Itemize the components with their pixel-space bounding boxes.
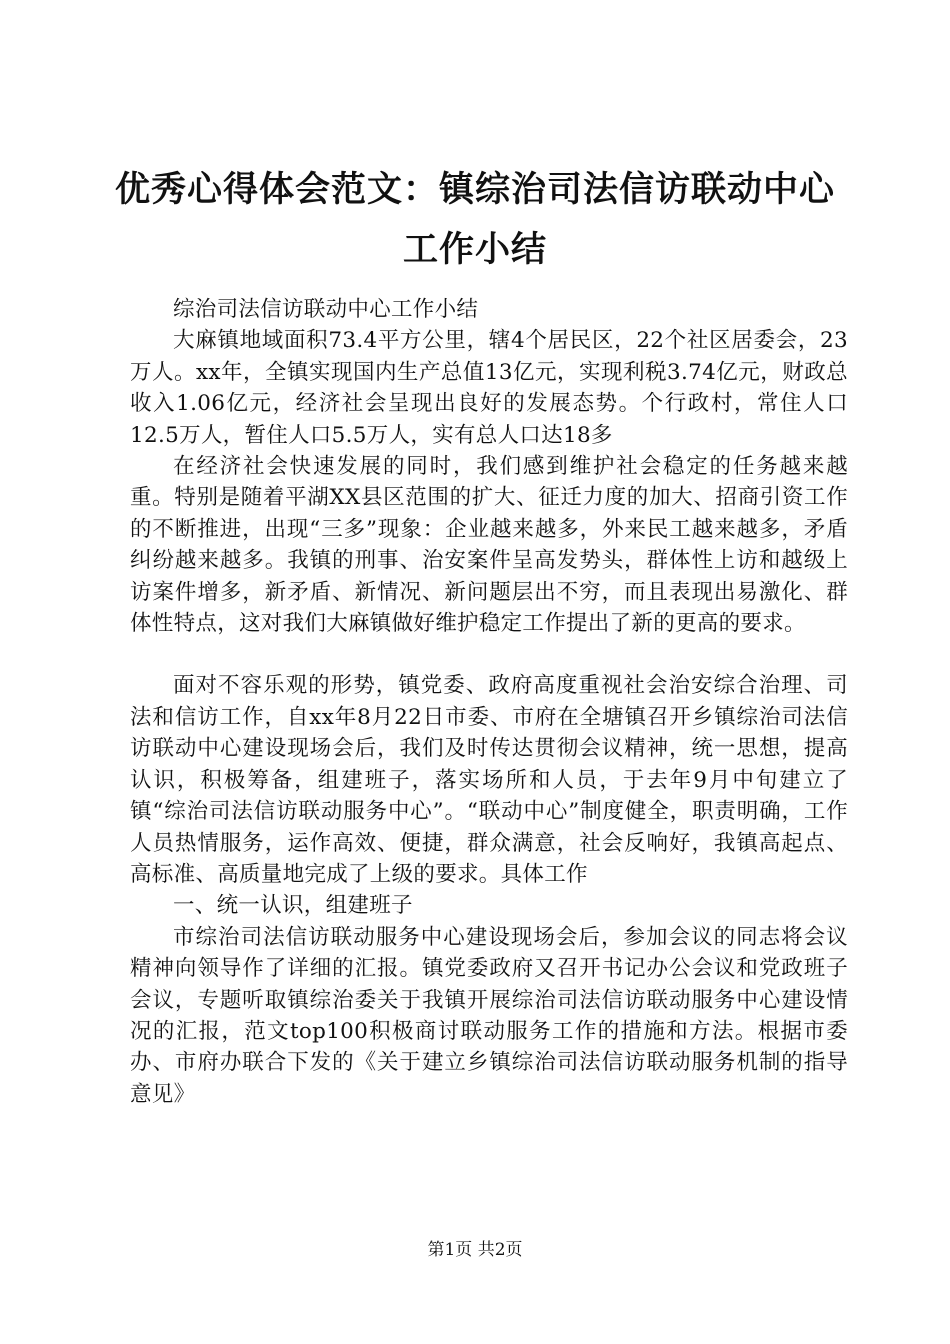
paragraph-section-1: 市综治司法信访联动服务中心建设现场会后，参加会议的同志将会议精神向领导作了详细的汇报。镇党委政府又召开书记办公会议和党政班子会议，专题听取镇综治委关于我镇开展综治司法信访联动服务中心建设情况的汇报，范文top100积极商讨联动服务工作的措施和方法。根据市委办、市府办联合下发的《关于建立乡镇综治司法信访联动服务机制的指导意见》 xyxy=(130,924,848,1107)
document-body xyxy=(130,294,848,1110)
page-footer: 第1页 共2页 xyxy=(427,1240,523,1260)
paragraph-heading: 综治司法信访联动中心工作小结 xyxy=(173,297,479,322)
title-line-1: 优秀心得体会范文：镇综治司法信访联动中心 xyxy=(114,170,835,210)
paragraph-overview: 大麻镇地域面积73.4平方公里，辖4个居民区，22个社区居委会，23万人。xx年，全镇实现国内生产总值13亿元，实现利税3.74亿元，财政总收入1.06亿元，经济社会呈现出良好的发展态势。个行政村，常住人口12.5万人，暂住人口5.5万人，实有总人口达18多 xyxy=(130,328,848,448)
paragraph-response: 面对不容乐观的形势，镇党委、政府高度重视社会治安综合治理、司法和信访工作，自xx年8月22日市委、市府在全塘镇召开乡镇综治司法信访联动中心建设现场会后，我们及时传达贯彻会议精神，统一思想，提高认识，积极筹备，组建班子，落实场所和人员，于去年9月中旬建立了镇“综治司法信访联动服务中心”。“联动中心”制度健全，职责明确，工作人员热情服务，运作高效、便捷，群众满意，社会反响好，我镇高起点、高标准、高质量地完成了上级的要求。具体工作 xyxy=(130,673,848,887)
title-line-2: 工作小结 xyxy=(402,230,547,270)
document-title xyxy=(110,160,840,280)
section-heading-1: 一、统一认识，组建班子 xyxy=(173,893,413,919)
paragraph-situation: 在经济社会快速发展的同时，我们感到维护社会稳定的任务越来越重。特别是随着平湖XX县区范围的扩大、征迁力度的加大、招商引资工作的不断推进，出现“三多”现象：企业越来越多，外来民工越来越多，矛盾纠纷越来越多。我镇的刑事、治安案件呈高发势头，群体性上访和越级上访案件增多，新矛盾、新情况、新问题层出不穷，而且表现出易激化、群体性特点，这对我们大麻镇做好维护稳定工作提出了新的更高的要求。 xyxy=(130,454,848,637)
